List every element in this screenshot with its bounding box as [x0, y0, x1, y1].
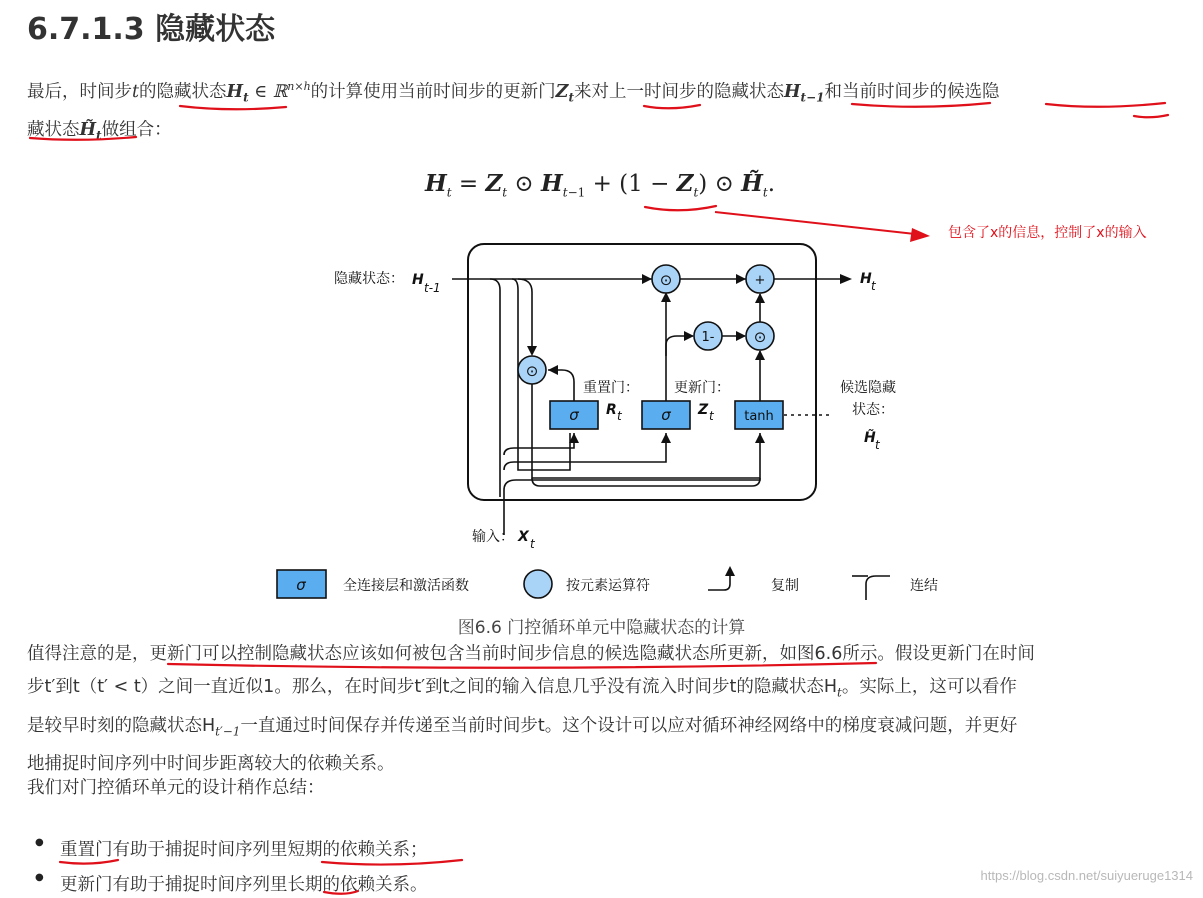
body-l2end: 。实际上，这可以看作 — [841, 677, 1017, 697]
legend-fc-label: 全连接层和激活函数 — [343, 578, 469, 594]
update-sigma: σ — [661, 406, 671, 424]
intro-text-5: 和当前时间步的候选隐 — [824, 81, 1000, 102]
update-gate-sub: t — [709, 409, 714, 423]
summary-intro: 我们对门控循环单元的设计稍作总结： — [27, 778, 325, 798]
reset-gate-label: 重置门： — [583, 380, 639, 396]
body-line-2: 步t′到t（t′ < t）之间一直近似1。那么，在时间步t′到t之间的输入信息几乎没有流入时间步t的隐藏状态$H_t$。实际上，这可以看作 — [27, 677, 1017, 700]
body-l3a: 是较早时刻的隐藏状态H — [27, 715, 216, 736]
body-line-4: 地捕捉时间序列中时间步距离较大的依赖关系。 — [27, 754, 395, 774]
intro-text-4: 来对上一时间步的隐藏状态 — [574, 81, 784, 102]
watermark: https://blog.csdn.net/suiyueruge1314 — [980, 868, 1193, 883]
intro-text-7: 做组合： — [101, 120, 172, 141]
section-heading: 6.7.1.3 隐藏状态 — [27, 12, 276, 47]
update-gate-label: 更新门： — [674, 380, 730, 396]
body-paragraph — [27, 638, 1197, 781]
body-line-1 — [27, 638, 1197, 671]
input-symbol: X — [518, 529, 529, 545]
hidden-state-label: 隐藏状态： — [334, 271, 404, 287]
body-l1b: 更新门可以控制隐藏状态应该如何被包含当前时间步信息的候选隐藏状态所更新 — [149, 644, 762, 664]
intro-text-3: 的计算使用当前时间步的更新门 — [310, 81, 556, 102]
h-out-symbol: H — [860, 271, 872, 287]
bullet-text-2: 更新门有助于捕捉时间序列里长期的依赖关系。 — [60, 875, 428, 895]
candidate-label-1: 候选隐藏 — [840, 380, 896, 396]
figure-caption: 图6.6 门控循环单元中隐藏状态的计算 — [457, 618, 746, 638]
gru-equation: $H_t = Z_t$ ⊙ $H_{t-1} + (1 - Z_t)$ ⊙ $H̃_t$. — [425, 170, 776, 200]
reset-gate-sub: t — [617, 409, 622, 423]
var-z-t: $Z_t$ — [555, 81, 574, 105]
legend-concat-label: 连结 — [910, 578, 938, 594]
legend-copy-label: 复制 — [771, 578, 799, 594]
intro-text-1: 最后，时间步 — [27, 81, 132, 102]
var-h-tm1: $H_{t-1}$ — [784, 81, 825, 105]
intro-text-6: 藏状态 — [27, 120, 80, 141]
body-l3b: 一直通过时间保存并传递至当前时间步t。这个设计可以应对循环神经网络中的梯度衰减问题，并更好 — [240, 715, 1018, 736]
bullet-item-1 — [38, 836, 428, 861]
legend-fc-symbol: σ — [296, 576, 306, 594]
reset-gate-symbol: R — [606, 402, 617, 418]
candidate-symbol: H̃ — [864, 430, 876, 446]
bullet-text-1: 重置门有助于捕捉时间序列里短期的依赖关系； — [60, 840, 428, 860]
candidate-sub: t — [875, 438, 880, 452]
var-h-tilde: $H̃_t$ — [79, 120, 102, 143]
var-h-t: $H_t$ — [226, 81, 249, 105]
update-gate-symbol: Z — [698, 402, 709, 418]
odot-symbol-reset: ⊙ — [525, 362, 539, 380]
plus-symbol: + — [754, 273, 766, 288]
body-line-3: 是较早时刻的隐藏状态$H_{t'-1}$一直通过时间保存并传递至当前时间步t。这个设计可以应对循环神经网络中的梯度衰减问题，并更好 — [27, 715, 1018, 738]
body-l1c: ，如图6.6所示。假设更新门在时间 — [762, 644, 1035, 664]
one-minus-symbol: 1- — [701, 330, 715, 345]
concat-line-icon — [866, 576, 890, 600]
legend-op-label: 按元素运算符 — [566, 578, 650, 594]
h-out-sub: t — [871, 279, 876, 293]
var-in-r: ∈ ℝ$^{n\times h}$ — [254, 80, 311, 102]
bullet-item-2 — [38, 871, 428, 896]
intro-text-2: 的隐藏状态 — [139, 81, 227, 102]
annotation-note: 包含了x的信息，控制了x的输入 — [948, 225, 1147, 241]
legend-op-circle — [524, 570, 552, 598]
input-label: 输入： — [472, 529, 514, 545]
tanh-label: tanh — [744, 409, 774, 424]
h-prev-symbol: H — [412, 272, 424, 288]
input-sub: t — [530, 537, 535, 551]
body-l1a: 值得注意的是， — [27, 644, 150, 664]
body-l2: 步t′到t（t′ < t）之间一直近似1。那么，在时间步t′到t之间的输入信息几乎没有流入时间步t的隐藏状态H — [27, 677, 838, 697]
candidate-label-2: 状态： — [852, 402, 894, 418]
odot-symbol-1: ⊙ — [659, 271, 673, 289]
h-prev-sub: t-1 — [424, 281, 441, 295]
odot-symbol-2: ⊙ — [753, 328, 767, 346]
reset-sigma: σ — [569, 406, 579, 424]
var-t: t — [132, 81, 140, 102]
